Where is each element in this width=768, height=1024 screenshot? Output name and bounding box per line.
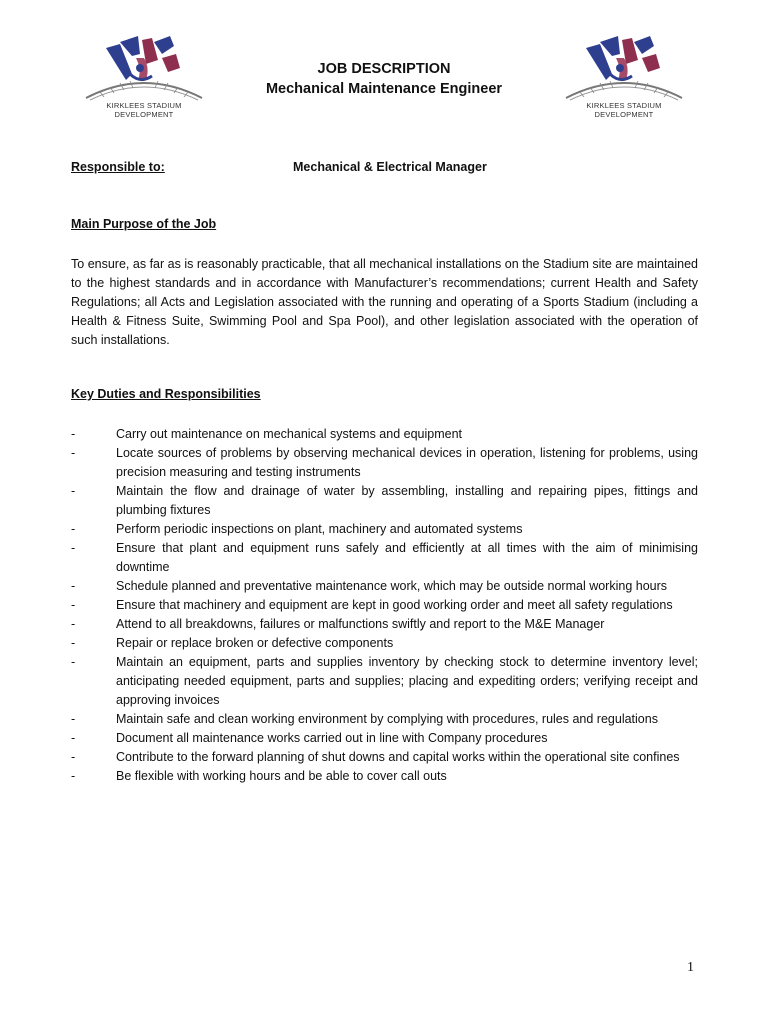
duty-text: Contribute to the forward planning of shut downs and capital works within the operational site confines	[116, 750, 680, 764]
duty-text: Maintain an equipment, parts and supplies inventory by checking stock to determine inventory level; anticipating needed equipment, parts and supplies; placing and expediting orders; verifying receipt and approving invoices	[116, 655, 698, 707]
list-item	[71, 748, 698, 767]
duty-text: Be flexible with working hours and be able to cover call outs	[116, 769, 447, 783]
bullet-dash: -	[71, 598, 76, 612]
duty-text: Ensure that plant and equipment runs safely and efficiently at all times with the aim of minimising downtime	[116, 541, 698, 574]
duty-text: Document all maintenance works carried out in line with Company procedures	[116, 731, 548, 745]
duty-text: Repair or replace broken or defective components	[116, 636, 394, 650]
list-item	[71, 425, 698, 444]
list-item	[71, 539, 698, 577]
bullet-dash: -	[71, 636, 76, 650]
logo-line-1: KIRKLEES STADIUM	[586, 101, 662, 110]
duty-text: Attend to all breakdowns, failures or malfunctions swiftly and report to the M&E Manager	[116, 617, 605, 631]
list-item	[71, 710, 698, 729]
logo-caption	[560, 102, 688, 119]
duty-text: Schedule planned and preventative maintenance work, which may be outside normal working hours	[116, 579, 668, 593]
list-item	[71, 653, 698, 710]
bullet-dash: -	[71, 484, 76, 498]
main-purpose-text: To ensure, as far as is reasonably practicable, that all mechanical installations on the Stadium site are maintained to the highest standards and in accordance with Manufacturer’s recommendations; current Health and Safety Regulations; all Acts and Legislation associated with the running and operating of a Sports Stadium (including a Health & Fitness Suite, Swimming Pool and Spa Pool), and other legislation associated with the operation of such installations.	[71, 257, 698, 347]
bullet-dash: -	[71, 712, 76, 726]
logo-line-2: DEVELOPMENT	[114, 109, 174, 119]
list-item	[71, 444, 698, 482]
duty-text: Locate sources of problems by observing mechanical devices in operation, listening for problems, using precision measuring and testing instruments	[116, 446, 698, 479]
list-item	[71, 482, 698, 520]
list-item	[71, 577, 698, 596]
list-item	[71, 520, 698, 539]
responsible-to-label: Responsible to:	[71, 160, 165, 174]
key-duties-heading: Key Duties and Responsibilities	[71, 387, 261, 401]
bullet-dash: -	[71, 617, 76, 631]
duties-list	[71, 425, 698, 786]
document-header	[0, 59, 768, 99]
duty-text: Maintain safe and clean working environment by complying with procedures, rules and regulations	[116, 712, 658, 726]
bullet-dash: -	[71, 427, 76, 441]
logo-line-1: KIRKLEES STADIUM	[106, 101, 182, 110]
logo-caption	[80, 102, 208, 119]
list-item	[71, 729, 698, 748]
main-purpose-heading: Main Purpose of the Job	[71, 217, 217, 231]
bullet-dash: -	[71, 522, 76, 536]
bullet-dash: -	[71, 769, 76, 783]
bullet-dash: -	[71, 579, 76, 593]
bullet-dash: -	[71, 731, 76, 745]
bullet-dash: -	[71, 541, 76, 555]
list-item	[71, 596, 698, 615]
list-item	[71, 634, 698, 653]
logo-line-2: DEVELOPMENT	[594, 109, 654, 119]
bullet-dash: -	[71, 750, 76, 764]
duty-text: Perform periodic inspections on plant, machinery and automated systems	[116, 522, 523, 536]
bullet-dash: -	[71, 655, 76, 669]
job-title: Mechanical Maintenance Engineer	[265, 81, 503, 97]
list-item	[71, 767, 698, 786]
duty-text: Ensure that machinery and equipment are kept in good working order and meet all safety regulations	[116, 598, 673, 612]
responsible-to-value: Mechanical & Electrical Manager	[293, 160, 487, 174]
document-title: JOB DESCRIPTION	[317, 61, 451, 77]
list-item	[71, 615, 698, 634]
duty-text: Carry out maintenance on mechanical systems and equipment	[116, 427, 463, 441]
page-number: 1	[687, 960, 694, 975]
duty-text: Maintain the flow and drainage of water by assembling, installing and repairing pipes, fittings and plumbing fixtures	[116, 484, 698, 517]
bullet-dash: -	[71, 446, 76, 460]
